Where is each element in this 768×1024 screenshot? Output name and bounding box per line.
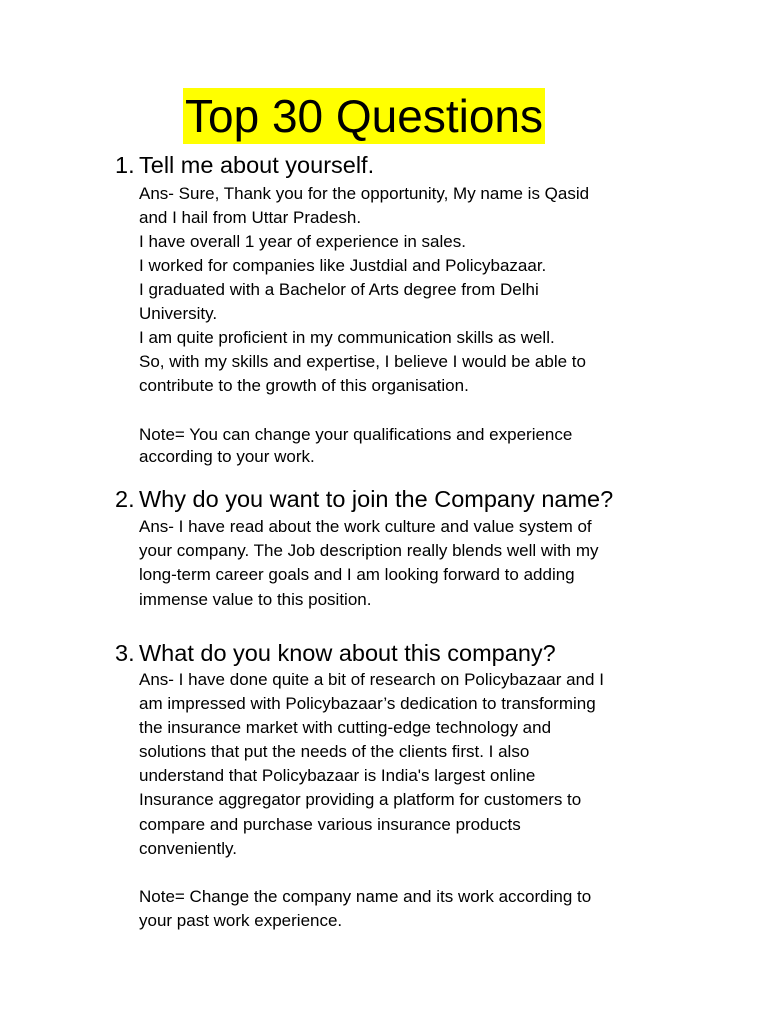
- answer-line: I have overall 1 year of experience in sales.: [139, 232, 466, 251]
- note-line: Note= You can change your qualifications and experience: [139, 425, 573, 444]
- answer-line: So, with my skills and expertise, I believe I would be able to: [139, 352, 586, 371]
- answer-line: Ans- Sure, Thank you for the opportunity, My name is Qasid: [139, 184, 590, 203]
- question-number: 3.: [115, 640, 135, 666]
- question-text: Tell me about yourself.: [139, 152, 375, 178]
- answer-line: compare and purchase various insurance products: [139, 815, 521, 834]
- answer-line: I am quite proficient in my communication skills as well.: [139, 328, 555, 347]
- note-line: Note= Change the company name and its work according to: [139, 887, 592, 906]
- answer-line: I worked for companies like Justdial and Policybazaar.: [139, 256, 547, 275]
- page-title: Top 30 Questions: [185, 90, 544, 142]
- answer-line: I graduated with a Bachelor of Arts degree from Delhi: [139, 280, 539, 299]
- question-number: 2.: [115, 486, 135, 512]
- question-2-heading: [115, 485, 613, 513]
- answer-line: solutions that put the needs of the clients first. I also: [139, 742, 530, 761]
- answer-line: contribute to the growth of this organisation.: [139, 376, 469, 395]
- answer-line: long-term career goals and I am looking forward to adding: [139, 565, 575, 584]
- question-number: 1.: [115, 152, 135, 178]
- question-1-heading: [115, 151, 374, 179]
- answer-line: University.: [139, 304, 218, 323]
- answer-line: Insurance aggregator providing a platform for customers to: [139, 790, 582, 809]
- answer-line: Ans- I have done quite a bit of research on Policybazaar and I: [139, 670, 604, 689]
- note-line: according to your work.: [139, 447, 315, 466]
- question-text: Why do you want to join the Company name?: [139, 486, 614, 512]
- answer-line: Ans- I have read about the work culture and value system of: [139, 517, 592, 536]
- answer-line: immense value to this position.: [139, 590, 372, 609]
- note-line: your past work experience.: [139, 911, 343, 930]
- answer-line: and I hail from Uttar Pradesh.: [139, 208, 362, 227]
- answer-line: am impressed with Policybazaar’s dedication to transforming: [139, 694, 596, 713]
- answer-line: conveniently.: [139, 839, 237, 858]
- question-3-heading: [115, 639, 556, 667]
- answer-line: understand that Policybazaar is India's largest online: [139, 766, 536, 785]
- answer-line: the insurance market with cutting-edge technology and: [139, 718, 552, 737]
- answer-line: your company. The Job description really blends well with my: [139, 541, 599, 560]
- question-text: What do you know about this company?: [139, 640, 556, 666]
